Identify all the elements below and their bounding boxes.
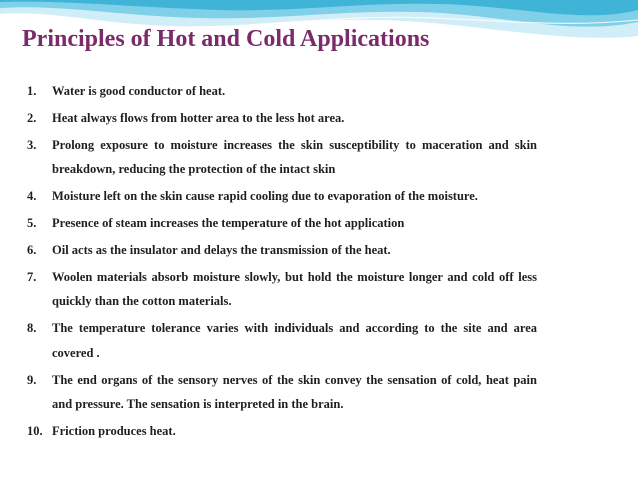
list-item	[27, 133, 537, 182]
item-number: 8.	[27, 321, 37, 336]
item-text: Oil acts as the insulator and delays the transmission of the heat.	[52, 242, 391, 257]
item-text: Moisture left on the skin cause rapid cooling due to evaporation of the moisture.	[52, 189, 478, 204]
item-text: Woolen materials absorb moisture slowly, but hold the moisture longer and cold off less quickly than the cotton materials.	[52, 269, 537, 309]
item-number: 7.	[27, 269, 37, 284]
list-item	[27, 419, 537, 444]
principles-list	[27, 79, 537, 446]
item-text: The end organs of the sensory nerves of the skin convey the sensation of cold, heat pain and pressure. The sensation is interpreted in the brain.	[52, 372, 537, 412]
slide-title: Principles of Hot and Cold Applications	[22, 26, 430, 52]
item-number: 2.	[27, 110, 37, 125]
item-text: Heat always flows from hotter area to the less hot area.	[52, 110, 345, 125]
list-item	[27, 238, 537, 263]
item-number: 3.	[27, 137, 37, 152]
item-text: Water is good conductor of heat.	[52, 84, 226, 98]
item-number: 10.	[27, 424, 43, 439]
item-text: The temperature tolerance varies with individuals and according to the site and area covered .	[52, 321, 537, 360]
list-item	[27, 184, 537, 209]
list-item	[27, 316, 537, 365]
list-item	[27, 79, 537, 104]
item-number: 9.	[27, 372, 37, 387]
item-number: 1.	[27, 84, 37, 98]
item-text: Presence of steam increases the temperature of the hot application	[52, 216, 405, 231]
list-item	[27, 265, 537, 314]
item-text: Friction produces heat.	[52, 424, 176, 439]
item-number: 6.	[27, 242, 37, 257]
item-number: 5.	[27, 216, 37, 231]
list-item	[27, 106, 537, 131]
item-text: Prolong exposure to moisture increases the skin susceptibility to maceration and skin breakdown, reducing the protection of the intact skin	[52, 137, 537, 177]
list-item	[27, 211, 537, 236]
item-number: 4.	[27, 189, 37, 204]
list-item	[27, 368, 537, 417]
